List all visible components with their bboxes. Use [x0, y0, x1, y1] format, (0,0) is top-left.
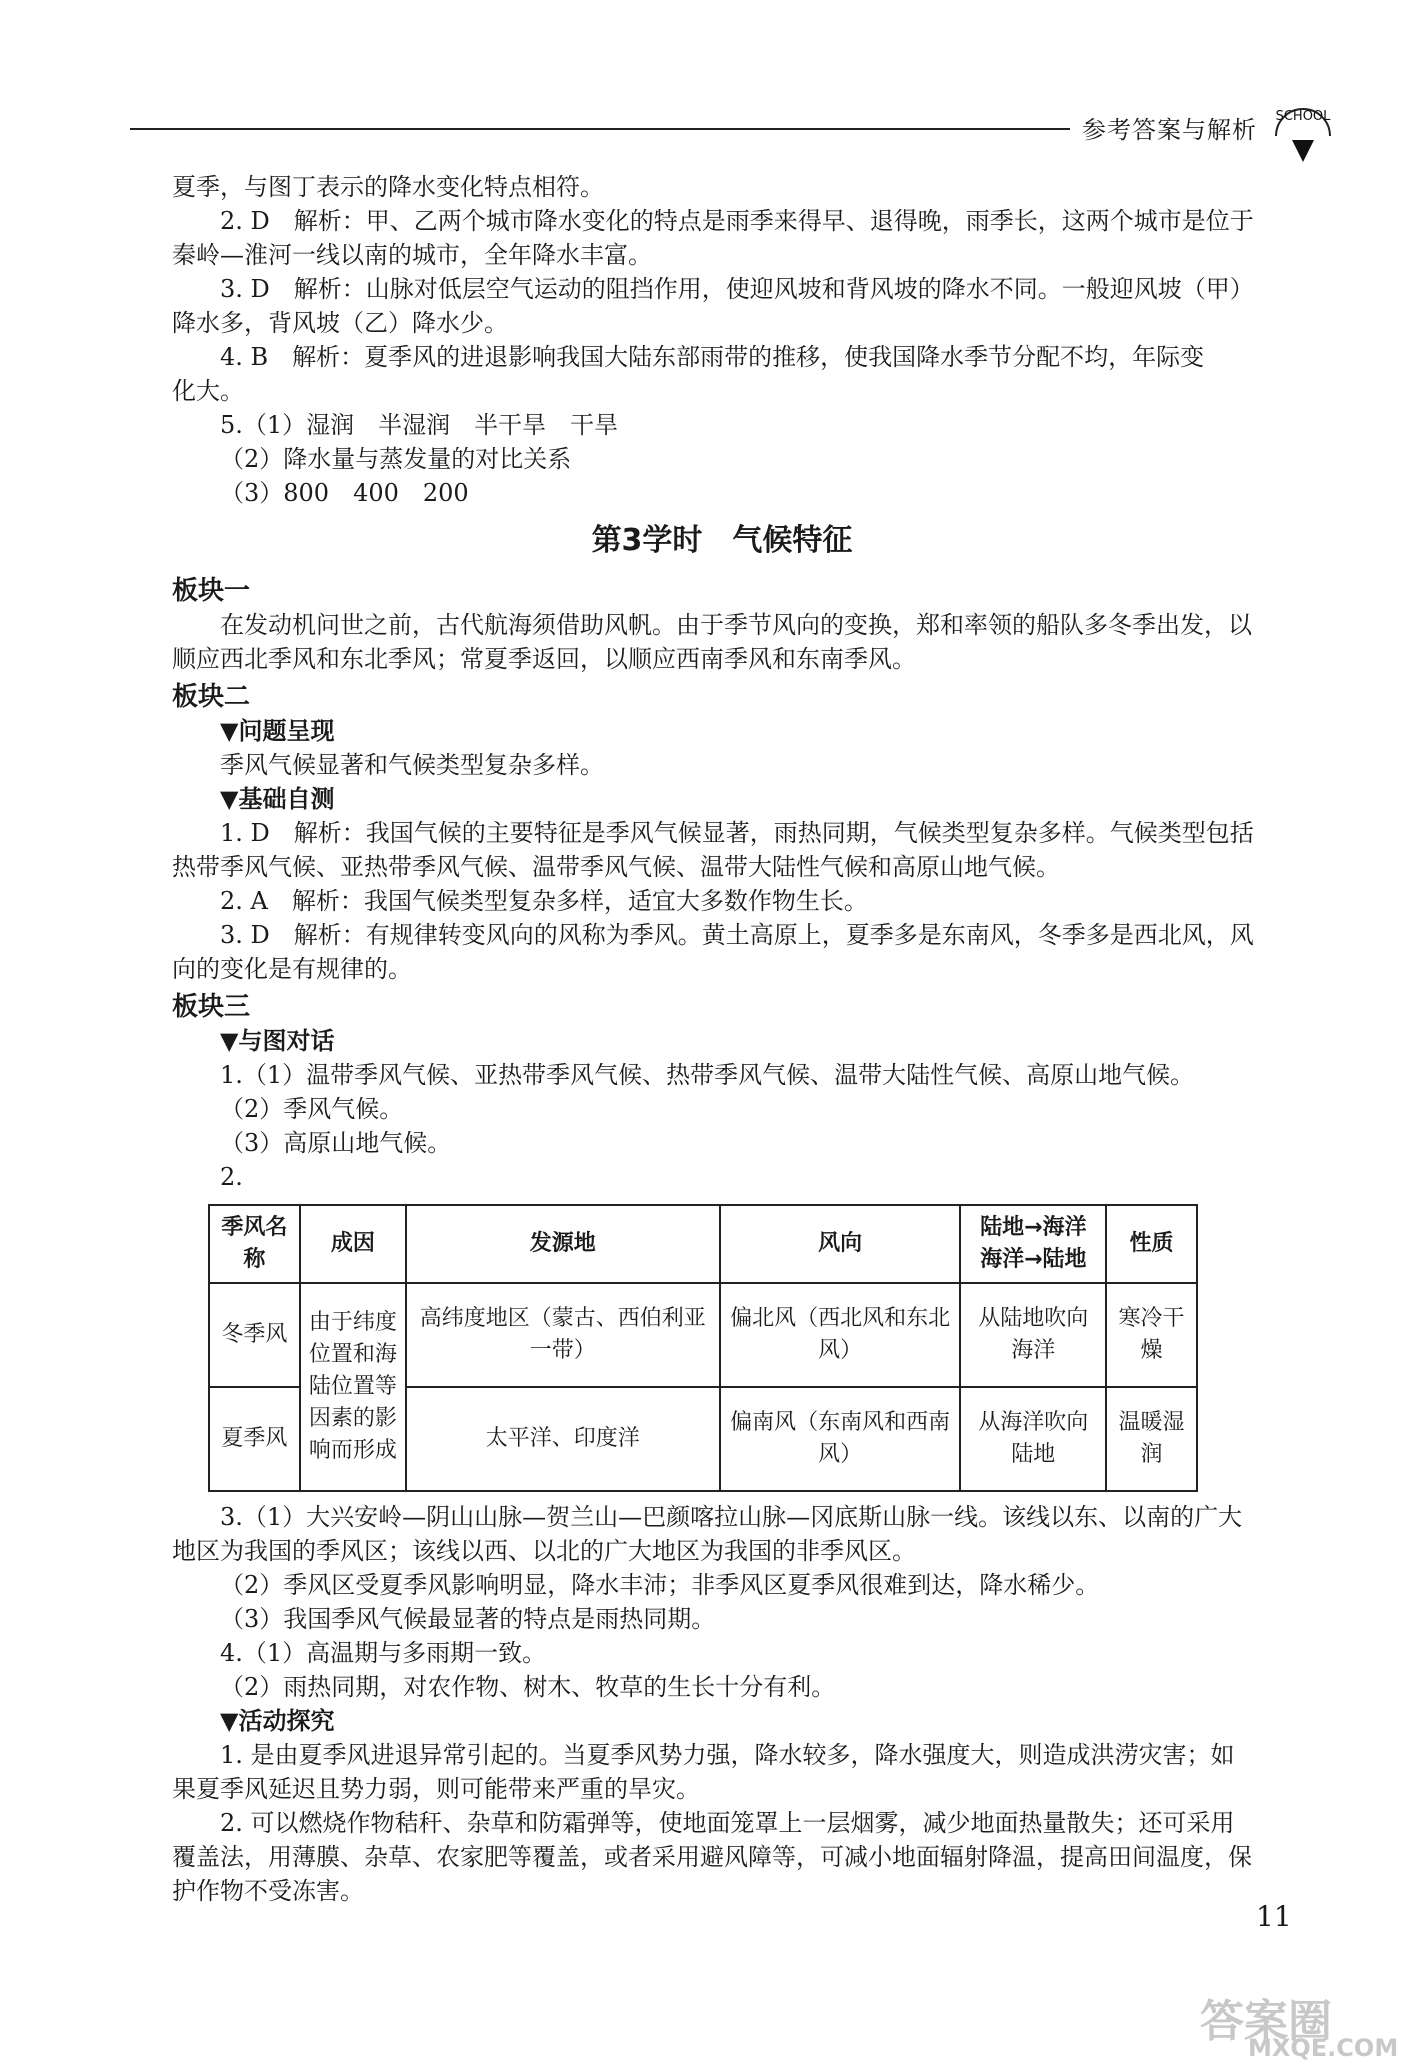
table-header-cell: 性质 — [1106, 1205, 1197, 1283]
table-cell: 夏季风 — [209, 1387, 300, 1491]
block-heading-1: 板块一 — [172, 576, 251, 606]
text-line: 在发动机问世之前，古代航海须借助风帆。由于季节风向的变换，郑和率领的船队多冬季出发，以 — [220, 611, 1252, 639]
sub-heading-self-test: ▼基础自测 — [220, 785, 335, 813]
text-line: 4. B 解析：夏季风的进退影响我国大陆东部雨带的推移，使我国降水季节分配不均，年际变 — [220, 343, 1205, 371]
block-heading-3: 板块三 — [172, 992, 251, 1022]
sub-heading-figure-dialog: ▼与图对话 — [220, 1027, 335, 1055]
text-line: （3）高原山地气候。 — [220, 1129, 452, 1157]
table-header-cell: 成因 — [300, 1205, 406, 1283]
running-header-title: 参考答案与解析 — [1082, 116, 1257, 144]
page-content — [172, 170, 1272, 1908]
text-line: （2）季风气候。 — [220, 1095, 404, 1123]
page-number: 11 — [1256, 1900, 1292, 1933]
text-line: 覆盖法，用薄膜、杂草、农家肥等覆盖，或者采用避风障等，可减小地面辐射降温，提高田间温度，保 — [172, 1843, 1252, 1871]
table-cell: 温暖湿润 — [1106, 1387, 1197, 1491]
text-line: 化大。 — [172, 377, 244, 405]
table-cell: 偏南风（东南风和西南风） — [720, 1387, 961, 1491]
text-line: 1.（1）温带季风气候、亚热带季风气候、热带季风气候、温带大陆性气候、高原山地气候。 — [220, 1061, 1195, 1089]
block-heading-2: 板块二 — [172, 682, 251, 712]
school-badge-icon — [1262, 96, 1344, 178]
section-title: 第3学时 气候特征 — [591, 523, 853, 558]
text-line: 2. D 解析：甲、乙两个城市降水变化的特点是雨季来得早、退得晚，雨季长，这两个城市是位于 — [220, 207, 1254, 235]
text-line: 3.（1）大兴安岭—阴山山脉—贺兰山—巴颜喀拉山脉—冈底斯山脉一线。该线以东、以南的广大 — [220, 1503, 1243, 1531]
text-line: （2）季风区受夏季风影响明显，降水丰沛；非季风区夏季风很难到达，降水稀少。 — [220, 1571, 1100, 1599]
text-line: 热带季风气候、亚热带季风气候、温带季风气候、温带大陆性气候和高原山地气候。 — [172, 853, 1060, 881]
text-line: 3. D 解析：山脉对低层空气运动的阻挡作用，使迎风坡和背风坡的降水不同。一般迎风坡（甲） — [220, 275, 1254, 303]
sub-heading-problem: ▼问题呈现 — [220, 717, 335, 745]
table-cell: 高纬度地区（蒙古、西伯利亚一带） — [406, 1283, 720, 1387]
text-line: 果夏季风延迟且势力弱，则可能带来严重的旱灾。 — [172, 1775, 700, 1803]
table-cell: 冬季风 — [209, 1283, 300, 1387]
text-line: 4.（1）高温期与多雨期一致。 — [220, 1639, 547, 1667]
text-line: 地区为我国的季风区；该线以西、以北的广大地区为我国的非季风区。 — [172, 1537, 916, 1565]
text-line: 季风气候显著和气候类型复杂多样。 — [220, 751, 604, 779]
text-line: （3）我国季风气候最显著的特点是雨热同期。 — [220, 1605, 716, 1633]
monsoon-table — [208, 1204, 1198, 1492]
text-line: 夏季，与图丁表示的降水变化特点相符。 — [172, 173, 604, 201]
watermark-url: MXQE.COM — [1248, 2034, 1399, 2062]
table-cell: 偏北风（西北风和东北风） — [720, 1283, 961, 1387]
table-row — [209, 1283, 1197, 1387]
table-cell: 太平洋、印度洋 — [406, 1387, 720, 1491]
text-line: （2）降水量与蒸发量的对比关系 — [220, 445, 572, 473]
table-header-cell: 风向 — [720, 1205, 961, 1283]
table-cell: 寒冷干燥 — [1106, 1283, 1197, 1387]
text-line: 秦岭—淮河一线以南的城市，全年降水丰富。 — [172, 241, 652, 269]
text-line: 2. — [220, 1163, 243, 1191]
table-cell: 由于纬度位置和海陆位置等因素的影响而形成 — [300, 1283, 406, 1491]
text-line: 3. D 解析：有规律转变风向的风称为季风。黄土高原上，夏季多是东南风，冬季多是西北风，风 — [220, 921, 1254, 949]
text-line: 1. D 解析：我国气候的主要特征是季风气候显著，雨热同期，气候类型复杂多样。气候类型包括 — [220, 819, 1254, 847]
text-line: 5.（1）湿润 半湿润 半干旱 干旱 — [220, 411, 619, 439]
text-line: 顺应西北季风和东北季风；常夏季返回，以顺应西南季风和东南季风。 — [172, 645, 916, 673]
text-line: 1. 是由夏季风进退异常引起的。当夏季风势力强，降水较多，降水强度大，则造成洪涝灾害；如 — [220, 1741, 1235, 1769]
text-line: （2）雨热同期，对农作物、树木、牧草的生长十分有利。 — [220, 1673, 836, 1701]
text-line: （3）800 400 200 — [220, 479, 469, 507]
text-line: 降水多，背风坡（乙）降水少。 — [172, 309, 508, 337]
table-cell: 从陆地吹向海洋 — [960, 1283, 1106, 1387]
text-line: 护作物不受冻害。 — [172, 1877, 364, 1905]
table-header-cell: 季风名称 — [209, 1205, 300, 1283]
text-line: 向的变化是有规律的。 — [172, 955, 412, 983]
badge-text: SCHOOL — [1275, 109, 1331, 124]
table-header-cell: 发源地 — [406, 1205, 720, 1283]
table-header-row — [209, 1205, 1197, 1283]
watermark-logo: 答案圈 — [1200, 1996, 1332, 2047]
table-header-cell: 陆地→海洋 海洋→陆地 — [960, 1205, 1106, 1283]
text-line: 2. A 解析：我国气候类型复杂多样，适宜大多数作物生长。 — [220, 887, 868, 915]
sub-heading-activity: ▼活动探究 — [220, 1707, 335, 1735]
text-line: 2. 可以燃烧作物秸秆、杂草和防霜弹等，使地面笼罩上一层烟雾，减少地面热量散失；还可采用 — [220, 1809, 1235, 1837]
table-cell: 从海洋吹向陆地 — [960, 1387, 1106, 1491]
header-divider — [130, 128, 1070, 130]
